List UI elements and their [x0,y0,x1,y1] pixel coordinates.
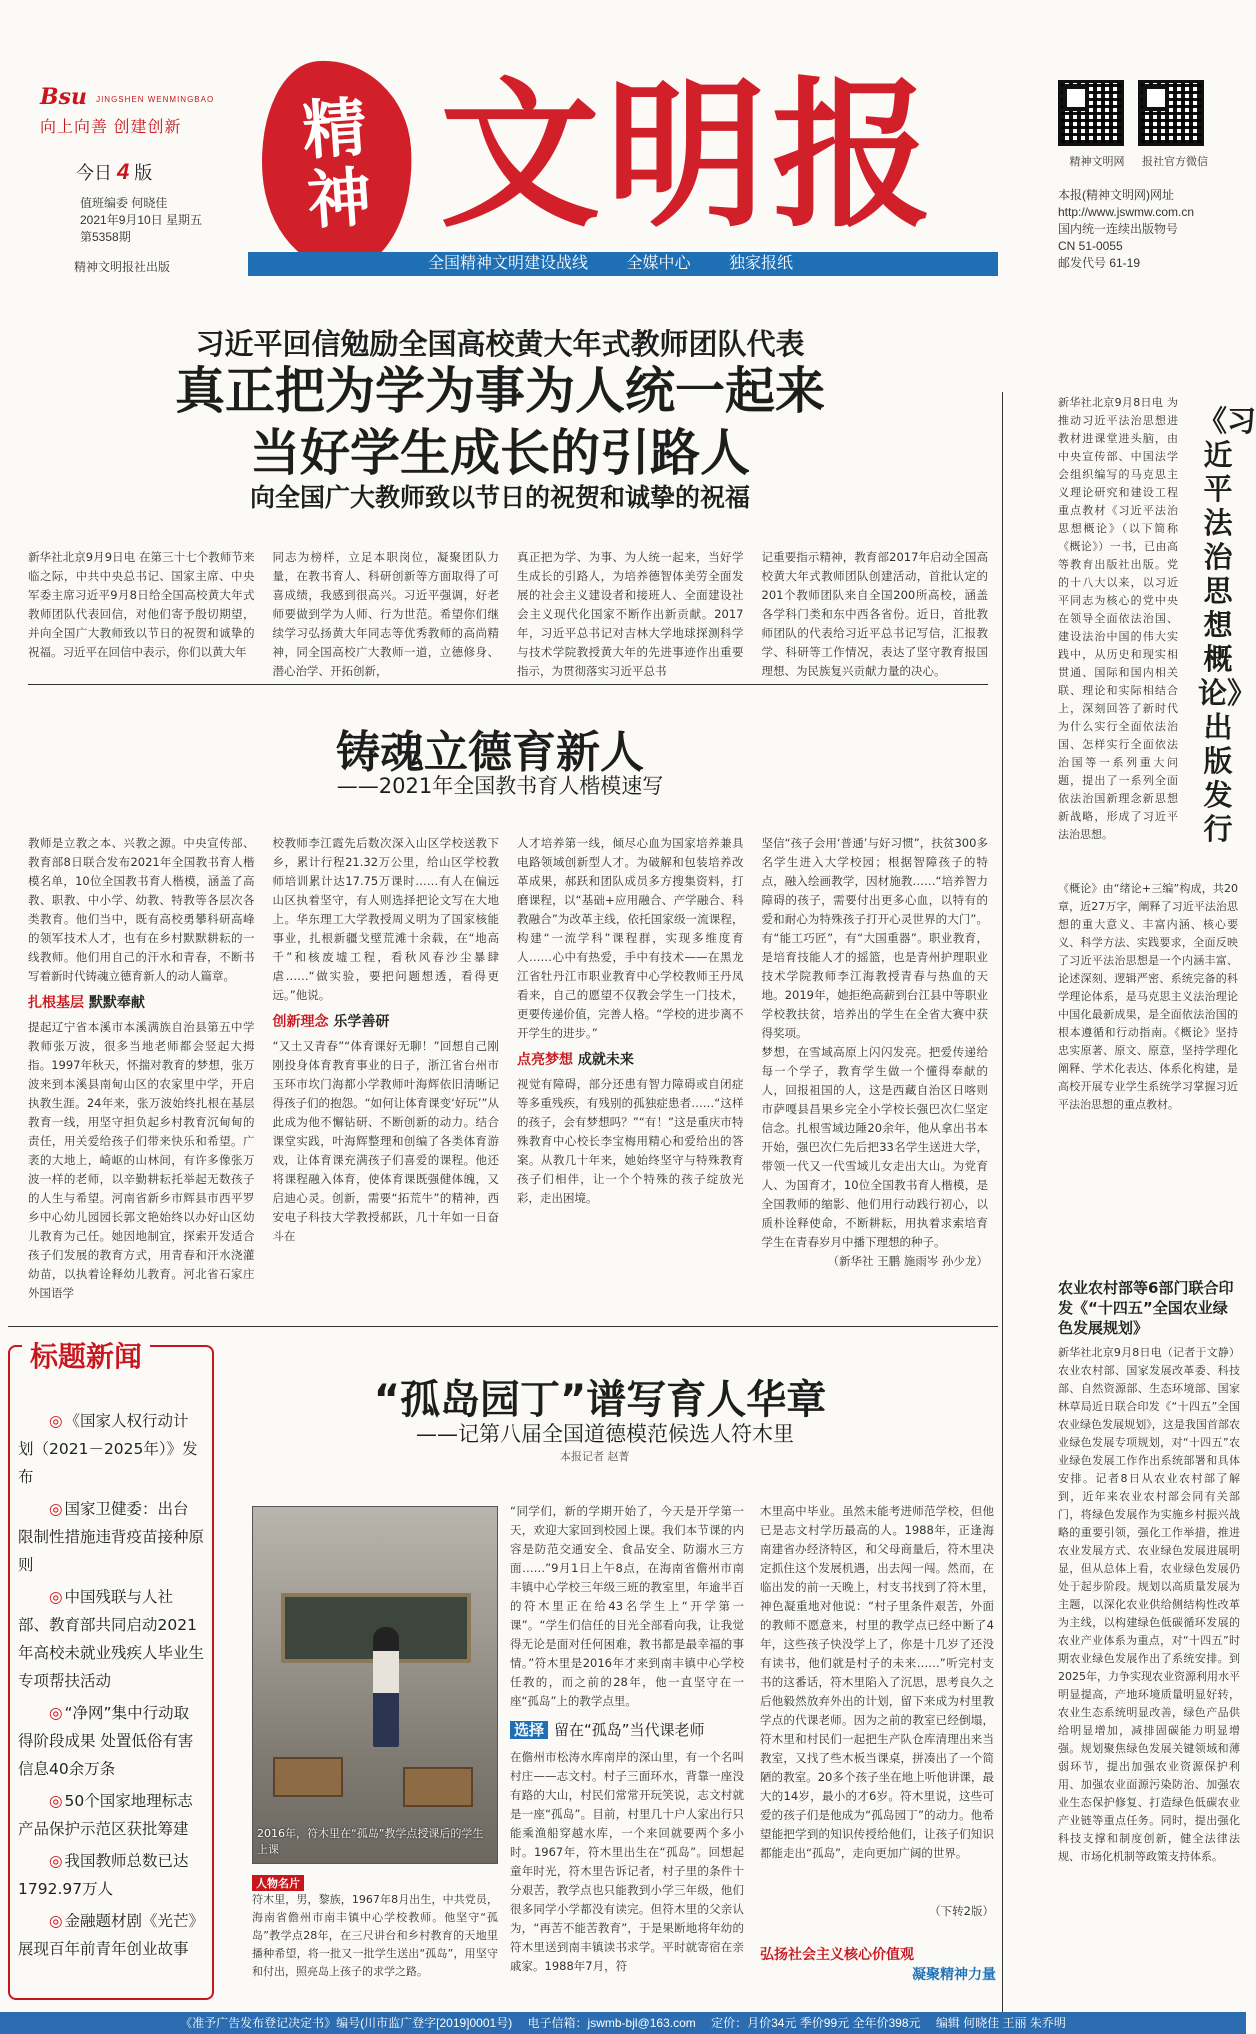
brand-english: JINGSHEN WENMINGBAO [96,95,215,104]
banner-blue-text: 凝聚精神力量 [912,1967,996,1983]
right-article2 [1058,1344,1240,2004]
article2-paragraph: 人才培养第一线，倾尽心血为国家培养兼具电路领域创新型人才。为破解和包装培养改革成果，郝跃和团队成员多方搜集资料，打磨课程，以“基础+应用融合、产学融合、科教融合”为改革主线，依托国家级一流课程，构建“一流学科”课程群，实现多维度育人……心中有热爱，手中有技术——在黑龙江省牡丹江市职业教育中心学校教师王丹凤看来，自己的愿望不仅教会学生一门技术，更要传递价值，完善人格。“学校的进步离不开学生的进步。” [517,836,744,1040]
article3-column [510,1502,744,2018]
subheading-label: 扎根基层 [28,995,84,1011]
profile-text: 符木里，男，黎族，1967年8月出生，中共党员，海南省儋州市南丰镇中心学校教师。他坚守“孤岛”教学点28年，在三尺讲台和乡村教育的天地里播种希望，将一批又一批学生送出“孤岛”，用坚守和付出，照亮岛上孩子的求学之路。 [252,1893,498,1978]
lead-subhead: 向全国广大教师致以节日的祝贺和诚挚的祝福 [249,483,750,512]
today-page-count: 4 [117,159,130,184]
lead-column: 真正把为学、为事、为人统一起来，当好学生成长的引路人，为培养德智体美劳全面发展的社会主义建设者和接班人、全面建设社会主义现代化国家不断作出新贡献。2017年，习近平总书记对吉林大学地球探测科学与技术学院教授黄大年的先进事迹作出重要指示，为贯彻落实习近平总书 [517,550,744,678]
headline-news-item[interactable] [18,1407,204,1491]
bullet-icon: ◎ [49,1412,63,1430]
lead-headline[interactable] [100,360,900,484]
article2-column [517,834,744,1303]
divider [28,684,988,685]
masthead-info [1058,187,1228,272]
headline-news-item[interactable] [18,1787,204,1843]
core-values-banner [760,1944,1000,1984]
site-label: 本报(精神文明网)网址 [1058,188,1174,202]
right-article1-text: 《概论》由“绪论+三编”构成，共20章，近27万字，阐释了习近平法治思想的重大意义、丰富内涵、核心要义、科学方法、实践要求，全面反映了习近平法治思想是一个内涵丰富、论述深刻、逻辑严密、系统完备的科学理论体系，是马克思主义法治理论中国化最新成果，是全面依法治国的根本遵循和行动指南。《概论》坚持忠实原著、原文、原意，坚持学理化阐释、学术化表达、体系化构建，是高校开展专业学生系统学习掌握习近平法治思想的重点教材。 [1058,882,1238,1111]
article2-body [28,834,988,1303]
postal-code: 邮发代号 61-19 [1058,256,1141,270]
article3-subhead: ——记第八届全国道德模范候选人符木里 [416,1422,794,1446]
bullet-icon: ◎ [49,1912,63,1930]
article3-paragraph: “同学们，新的学期开始了，今天是开学第一天，欢迎大家回到校园上课。我们本节课的内容是防范交通安全、食品安全、防溺水三方面……”9月1日上午8点，在海南省儋州市南丰镇中心学校三年级三班的教室里，年逾半百的符木里正在给43名学生上“开学第一课”。“学生们信任的目光全部看向我，让我觉得无论是面对任何困难，教书都是最幸福的事情。”符木里是2016年才来到南丰镇中心学校任教的，而之前的28年，他一直坚守在一座“孤岛”上的教学点里。 [510,1504,744,1708]
brand-logo: Bsu [40,84,87,110]
article2-paragraph: 梦想，在雪域高原上闪闪发亮。把爱传递给每一个学子，教育学生做一个懂得奉献的人，回报祖国的人，这是西藏自治区日喀则市萨嘎县昌果乡完全小学校长强巴次仁坚定信念。扎根雪域边陲20余年，他从拿出书本开始，强巴次仁先后把33名学生送进大学，带领一代又一代雪域儿女走出大山。为党育人、为国育才，10位全国教书育人楷模，是全国教师的缩影、他们用行动践行初心，以质朴诠释使命，不断耕耘，用执着求索培育学生在青春岁月中播下理想的种子。 [761,1045,988,1249]
blue-bar-item: 全媒中心 [626,255,691,272]
masthead-left [40,84,240,275]
article3-body [510,1502,994,2018]
site-url[interactable]: http://www.jswmw.com.cn [1058,205,1195,219]
column-divider [1002,392,1003,2012]
editor-line: 值班编委 何晓佳 [80,196,168,210]
article2-paragraph: 坚信“孩子会用‘普通’与好习惯”，扶贫300多名学生进入大学校园；根据智障孩子的特点，融入绘画教学，因材施教……“培养智力障碍的孩子，需要付出更多心血，以特有的爱和耐心为特殊孩子打开心灵世界的大门”。有“能工巧匠”，有“大国重器”。职业教育，是培育技能人才的摇篮，也是青州护理职业技术学院教师李江海教授青春与热血的天地。2019年，她拒绝高薪到台江县中等职业学校教扶贫，培养出的学生在全省大赛中获得奖项。 [761,836,988,1040]
headline-news-item[interactable] [18,1583,204,1695]
blue-bar-item: 全国精神文明建设战线 [428,255,589,272]
article2-paragraph: 教师是立教之本、兴教之源。中央宣传部、教育部8日联合发布2021年全国教书育人楷模名单，10位全国教书育人楷模，涵盖了高教、职教、中小学、幼教、特教等各层次各类教育。他们当中，既有高校勇攀科研高峰的领军技术人才，也有在乡村默默耕耘的一线教师。他们用自己的汗水和青春，不断书写着新时代铸魂立德育新人的动人篇章。 [28,836,255,983]
qr-caption: 报社官方微信 [1142,156,1208,168]
newspaper-title: 文明报 [440,61,939,249]
article3-headline[interactable]: “孤岛园丁”谱写育人华章 [373,1377,827,1423]
lead-headline-line: 当好学生成长的引路人 [250,424,750,482]
article3-paragraph: 木里高中毕业。虽然未能考进师范学校，但他已是志文村学历最高的人。1988年，正逢海南建省办经济特区，和父母商量后，符木里决定抓住这个发展机遇，出去闯一闯。然而，在临出发的前一天晚上，村支书找到了符木里，神色凝重地对他说：“村子里条件艰苦，外面的教师不愿意来，村里的教学点已经中断了4年，这些孩子快没学上了，你是十几岁了还没有读书，他们就是村子的未来……”听完村支书的这番话，符木里陷入了沉思，思考良久之后他毅然放弃外出的计划，留下来成为村里教学点的代课老师。因为之前的教室已经倒塌，符木里和村民们一起把生产队仓库清理出来当教室，又找了些木板当课桌，拼凑出了一个简陋的教室。20多个孩子坐在地上听他讲课，最大的14岁，最小的才6岁。符木里说，这些可爱的孩子们是他成为“孤岛园丁”的动力。他希望能把学到的知识传授给他们，让孩子们知识都能走出“孤岛”，走向更加广阔的世界。 [760,1504,994,1860]
footer-email[interactable]: 电子信箱：jswmb-bjl@163.com [527,2016,696,2030]
footer-item: 《准予广告发布登记决定书》编号(川市监广登字[2019]0001号) [180,2016,513,2030]
issue-info [40,195,240,246]
headline-news-title: 标题新闻 [22,1335,150,1375]
red-seal-logo [255,55,419,275]
blue-bar-item: 独家报纸 [728,255,793,272]
footer-item: 编辑 何晓佳 王丽 朱乔明 [935,2016,1066,2030]
qr-code-wechat[interactable] [1138,80,1204,146]
news-item-text: 我国教师总数已达1792.97万人 [18,1852,189,1898]
subheading-label: 创新理念 [272,1014,329,1030]
teacher-figure-graphic [373,1627,399,1747]
subheading-label: 点亮梦想 [517,1052,573,1068]
seal-char-2: 神 [304,159,374,240]
bullet-icon: ◎ [49,1588,63,1606]
article2-column [273,834,500,1303]
news-item-text: 中国残联与人社部、教育部共同启动2021年高校未就业残疾人毕业生专项帮扶活动 [18,1588,205,1690]
article2-paragraph: 提起辽宁省本溪市本溪满族自治县第五中学教师张万波，很多当地老师都会竖起大拇指。1997年秋天，怀揣对教育的梦想，张万波来到本溪县南甸山区的农家里中学，开启执教生涯。24年来，张万波始终扎根在基层教育一线，用坚守担负起乡村教育沉甸甸的责任，用关爱给孩子们带来快乐和希望。广袤的大地上，崎岖的山林间，有许多像张万波一样的老师，以辛勤耕耘托举起无数孩子的人生与希望。河南省新乡市辉县市西平罗乡中心幼儿园园长郭文艳始终以办好山区幼儿教育为己任。她因地制宜，探索开发适合孩子们发展的教育方式，用青春和汗水浇灌幼苗，以执着诠释幼儿教育。河北省石家庄外国语学 [28,1020,255,1300]
article2-paragraph: 校教师李江霞先后数次深入山区学校送教下乡，累计行程21.32万公里，给山区学校教师培训累计达17.75万课时……有人在偏远山区执着坚守，有人则选择把论文写在大地上。华东理工大学教授周义明为了国家核能事业，扎根新疆戈壁荒滩十余载，在“地高千”和核废墟工程，看秋风春沙尘暴肆虐……“做实验，要把问题想透，看得更远。”他说。 [272,836,499,1002]
vertical-headline[interactable]: 《习近平法治思想概论》出版发行 [1198,404,1256,846]
article2-column [762,834,989,1303]
lead-column: 记重要指示精神，教育部2017年启动全国高校黄大年式教师团队创建活动，首批认定的201个教师团队来自全国200所高校，涵盖各学科门类和东中西各省份。近日，首批教师团队的代表给习近平总书记写信，汇报教学、科研等工作情况，表达了坚守教育报国理想、为民族复兴贡献力量的决心。 [761,550,988,678]
article3-insert-heading [510,1719,744,1740]
bullet-icon: ◎ [49,1704,63,1722]
news-item-text: 金融题材剧《光芒》展现百年前青年创业故事 [18,1912,197,1958]
insert-text: 留在“孤岛”当代课老师 [554,1721,705,1739]
qr-caption: 精神文明网 [1069,156,1125,168]
classroom-photo[interactable] [252,1506,498,1864]
right-article2-headline[interactable]: 农业农村部等6部门联合印发《“十四五”全国农业绿色发展规划》 [1058,1279,1234,1337]
profile-card [252,1872,498,2007]
right-article1-continued [1058,880,1238,1114]
article2-headline[interactable]: 铸魂立德育新人 [336,727,644,778]
article2-subheading [28,992,255,1012]
article2-subhead: ——2021年全国教书育人楷模速写 [336,774,664,798]
news-item-text: “净网”集中行动取得阶段成果 处置低俗有害信息40余万条 [18,1704,194,1778]
news-item-text: 《国家人权行动计划（2021－2025年）》发布 [18,1412,198,1486]
continued-note[interactable]: （下转2版） [929,1904,994,1918]
bullet-icon: ◎ [49,1852,63,1870]
subheading-tail: 默默奉献 [88,995,145,1011]
article2-column [28,834,255,1303]
news-item-text: 50个国家地理标志产品保护示范区获批筹建 [18,1792,193,1838]
article2-paragraph: 视觉有障碍，部分还患有智力障碍或自闭症等多重残疾，有残别的孤独症患者……“这样的孩子，会有梦想吗？”“有！”这是重庆市特殊教育中心校长李宝梅用精心和爱给出的答案。从教几十年来，她始终坚守与特殊教育孩子们相伴，让一个个特殊的孩子绽放光彩，走出困境。 [517,1077,744,1205]
right-article2-text: 新华社北京9月8日电（记者于文静）农业农村部、国家发展改革委、科技部、自然资源部、生态环境部、国家林草局近日联合印发《“十四五”全国农业绿色发展规划》，这是我国首部农业绿色发展专项规划，对“十四五”农业绿色发展工作作出系统部署和具体安排。记者8日从农业农村部了解到，近年来农业农村部会同有关部门，将绿色发展作为实施乡村振兴战略的重要引领，强化工作举措，推进农业发展方式、农业绿色发展进展明显，但从总体上看，农业绿色发展仍处于起步阶段。规划以高质量发展为主题，以深化农业供给侧结构性改革为主线，以构建绿色低碳循环发展的农业产业体系为重点，对“十四五”时期农业绿色发展作出了系统安排。到2025年，力争实现农业资源利用水平明显提高，产地环境质量明显好转，农业生态系统明显改善，绿色产品供给明显增加，减排固碳能力明显增强。规划聚焦绿色发展关键领域和薄弱环节，提出加强农业资源保护利用、加强农业面源污染防治、加强农业生态保护修复、打造绿色低碳农业产业链等重点任务。同时，提出强化科技支撑和制度创新，健全法律法规、市场化机制等政策支持体系。 [1058,1346,1240,1863]
insert-tag: 选择 [510,1721,548,1739]
divider [8,1326,998,1327]
right-article1-text: 新华社北京9月8日电 为推动习近平法治思想进教材进课堂进头脑，由中央宣传部、中国法学会组织编写的马克思主义理论研究和建设工程重点教材《习近平法治思想概论》（以下简称《概论》）一书，已由高等教育出版社出版。党的十八大以来，以习近平同志为核心的党中央在领导全面依法治国、建设法治中国的伟大实践中，从历史和现实相贯通、国际和国内相关联、理论和实际相结合上，深刻回答了新时代为什么实行全面依法治国、怎样实行全面依法治国等一系列重大问题，提出了一系列全面依法治国新理念新思想新战略，形成了习近平法治思想。 [1058,396,1178,841]
seal-char-1: 精 [299,89,370,170]
today-unit: 版 [134,163,153,183]
right-article1 [1058,394,1178,844]
masthead-right [1058,80,1228,272]
subheading-tail: 乐学善研 [333,1014,390,1030]
banner-red-text: 弘扬社会主义核心价值观 [760,1947,914,1963]
headline-news-box [8,1340,214,2000]
photo-caption: 2016年，符木里在“孤岛”教学点授课后的学生上课 [257,1827,484,1856]
footer-item: 定价：月价34元 季价99元 全年价398元 [711,2016,921,2030]
today-label: 今日 [76,163,112,183]
publisher: 精神文明报社出版 [74,260,171,274]
article3-reporter: 本报记者 赵菁 [560,1450,630,1463]
lead-headline-line: 真正把为学为事为人统一起来 [175,362,825,420]
headline-news-item[interactable] [18,1907,204,1963]
article2-paragraph: “又土又青春”“体育课好无聊！”回想自己刚刚投身体育教育事业的日子，浙江省台州市玉环市坎门海都小学教师叶海辉依旧清晰记得孩子们的抱怨。“如何让体育课变‘好玩’”从此成为他不懈钻研、不断创新的动力。结合课堂实践，叶海辉整理和创编了各类体育游戏，让体育课充满孩子们喜爱的课程。他还将课程融入体育，使体育课既强健体魄，又启迪心灵。创新，需要“拓荒牛”的精神，西安电子科技大学教授郝跃，几十年如一日奋斗在 [272,1039,499,1243]
article2-subheading [517,1049,744,1069]
desk-graphic [403,1767,473,1807]
lead-column: 同志为榜样，立足本职岗位，凝聚团队力量，在教书育人、科研创新等方面取得了可喜成绩，我感到很高兴。习近平强调，好老师要做到学为人师、行为世范。希望你们继续学习弘扬黄大年同志等优秀教师的高尚精神，同全国高校广大教师一道，立德修身、潜心治学、开拓创新， [272,550,499,678]
headline-news-item[interactable] [18,1699,204,1783]
cn-number: CN 51-0055 [1058,239,1123,253]
masthead-blue-bar [248,252,998,276]
subheading-tail: 成就未来 [577,1052,634,1068]
bullet-icon: ◎ [49,1792,63,1810]
lead-kicker: 习近平回信勉励全国高校黄大年式教师团队代表 [195,327,805,361]
lead-column: 新华社北京9月9日电 在第三十七个教师节来临之际，中共中央总书记、国家主席、中央军委主席习近平9月8日给全国高校黄大年式教师团队代表回信，对他们寄予殷切期望，并向全国广大教师致以节日的祝贺和诚挚的祝福。习近平在回信中表示，你们以黄大年 [28,550,255,659]
headline-news-item[interactable] [18,1495,204,1579]
bullet-icon: ◎ [49,1500,63,1518]
profile-tag: 人物名片 [252,1875,304,1891]
brand-slogan: 向上向善 创建创新 [40,119,182,136]
article2-byline: （新华社 王鹏 施雨岑 孙少龙） [827,1254,988,1268]
article3-column [760,1502,994,2018]
qr-code-website[interactable] [1058,80,1124,146]
footer-bar [0,2012,1246,2034]
headline-news-item[interactable] [18,1847,204,1903]
cn-label: 国内统一连续出版物号 [1058,222,1179,236]
article3-paragraph: 在儋州市松涛水库南岸的深山里，有一个名叫村庄——志文村。村子三面环水，背靠一座没有路的大山，村民们常常开玩笑说，志文村就是一座“孤岛”。目前，村里几十户人家出行只能乘渔船穿越水库，一个来回就要两个多小时。1967年，符木里出生在“孤岛”。回想起童年时光，符木里告诉记者，村子里的条件十分艰苦，教学点也只能教到小学三年级，他们很多同学小学都没有读完。但符木里的父亲认为，“再苦不能苦教育”，于是果断地将年幼的符木里送到南丰镇读书求学。平时就寄宿在亲戚家。1988年7月，符 [510,1750,744,1973]
issue-line: 第5358期 [80,230,131,244]
article2-subheading [273,1011,500,1031]
lead-body [28,548,988,681]
today-pages [40,159,240,185]
date-line: 2021年9月10日 星期五 [80,213,203,227]
desk-graphic [273,1757,343,1797]
news-item-text: 国家卫健委：出台限制性措施违背疫苗接种原则 [18,1500,205,1574]
